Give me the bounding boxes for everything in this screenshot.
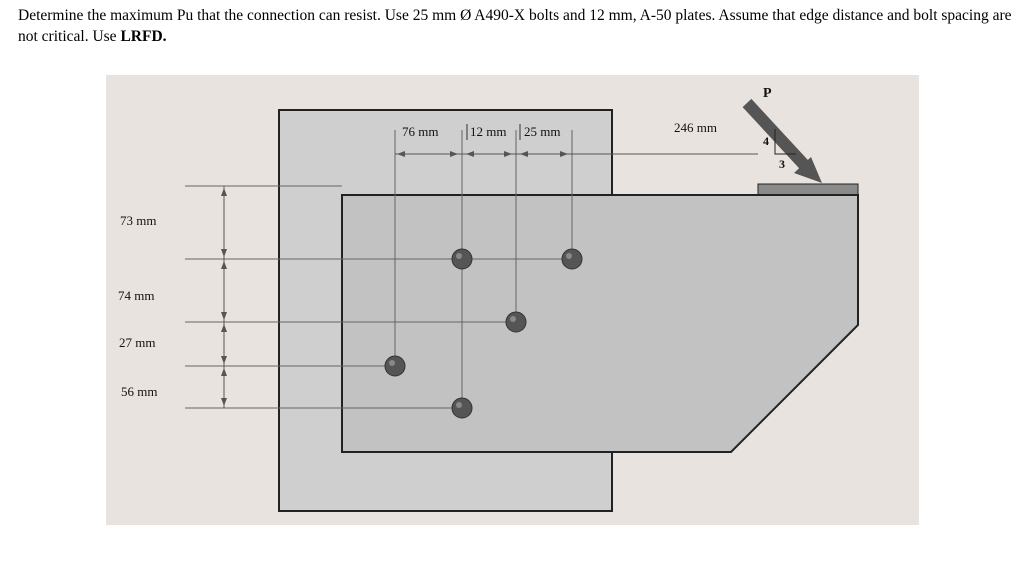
connection-figure [106, 75, 919, 525]
problem-text-bold: LRFD. [120, 28, 167, 45]
load-label: P [763, 86, 772, 101]
dim-246mm: 246 mm [674, 120, 717, 135]
bracket-plate [342, 195, 858, 452]
problem-text: Determine the maximum Pu that the connection can resist. Use 25 mm Ø A490-X bolts and 12 mm, A-50 plates. Assume that edge distance and bolt spacing are not critical. Use [18, 7, 1012, 45]
dim-27mm: 27 mm [119, 335, 156, 350]
dim-25mm: 25 mm [524, 124, 561, 139]
dim-74mm: 74 mm [118, 288, 155, 303]
load-arrow [747, 103, 822, 183]
bolt [506, 312, 526, 332]
bolt [385, 356, 405, 376]
bolt [452, 249, 472, 269]
bracket-top-bar [758, 184, 858, 195]
dim-12mm: 12 mm [470, 124, 507, 139]
problem-statement [18, 5, 1018, 47]
connection-diagram [106, 75, 919, 525]
dim-73mm: 73 mm [120, 213, 157, 228]
bolt [562, 249, 582, 269]
bolt [452, 398, 472, 418]
dim-76mm: 76 mm [402, 124, 439, 139]
dim-56mm: 56 mm [121, 384, 158, 399]
slope-vertical-label: 4 [763, 134, 769, 148]
slope-horizontal-label: 3 [779, 157, 785, 171]
